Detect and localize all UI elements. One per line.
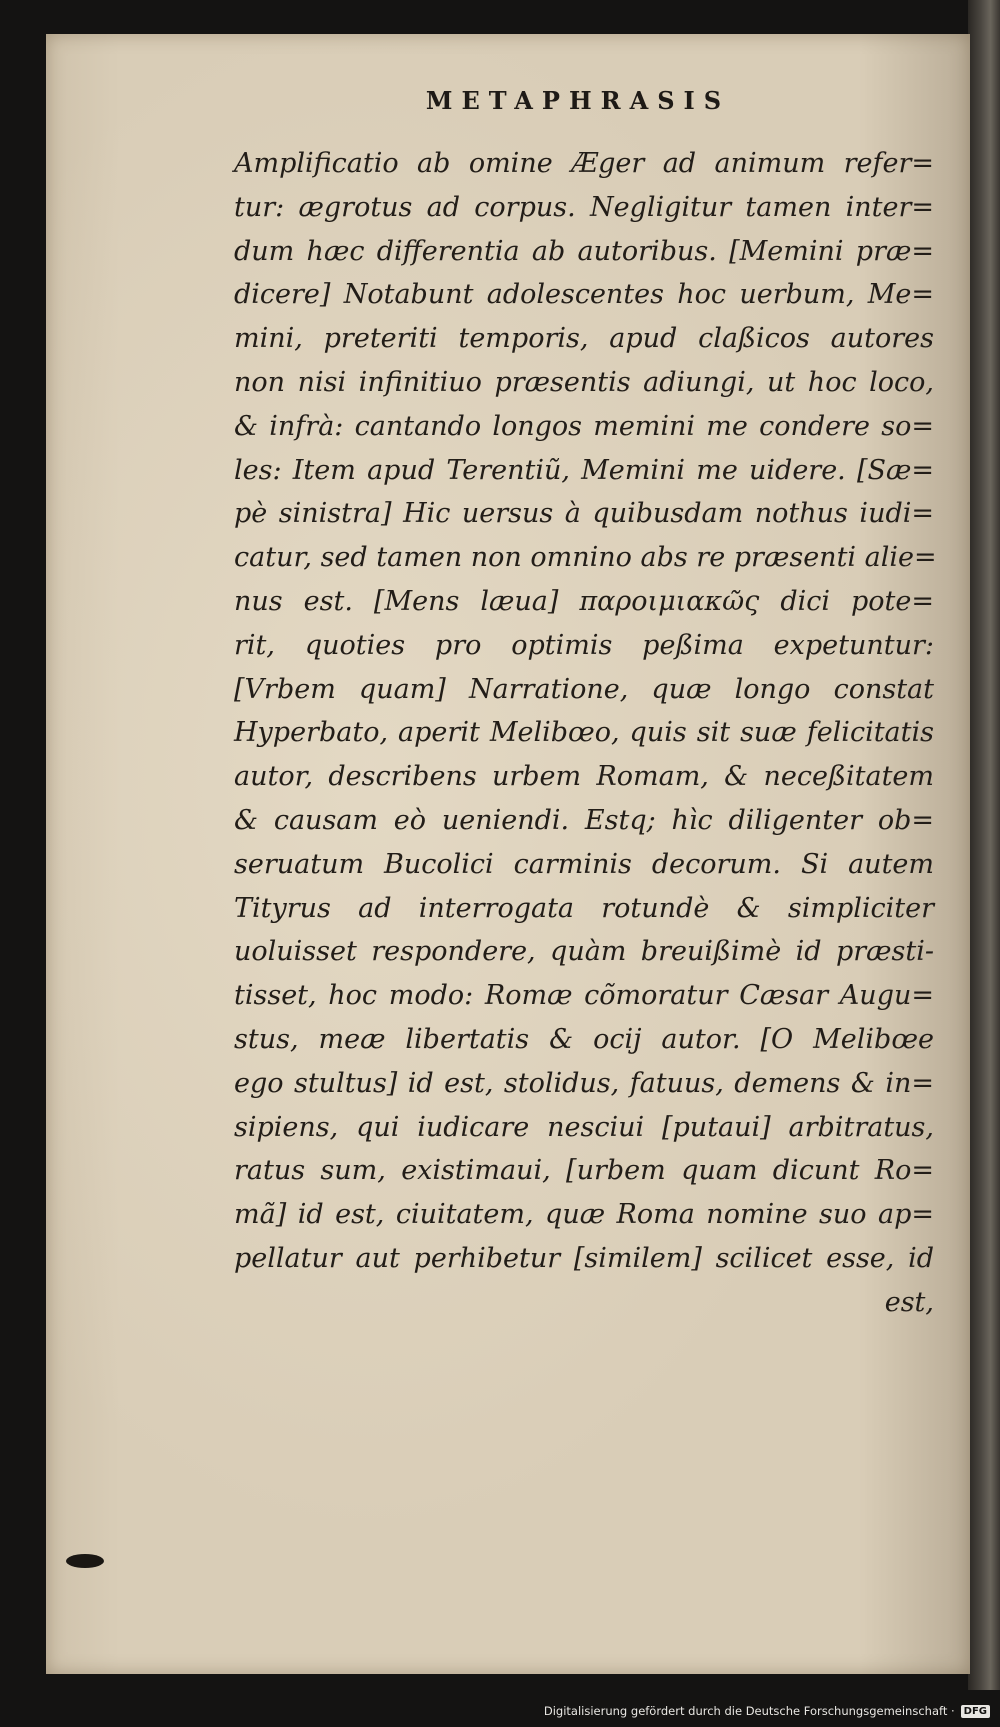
text-line: les: Item apud Terentiũ, Memini me uidere. [Sæ=	[234, 454, 934, 486]
text-line: ego stultus] id est, stolidus, fatuus, demens & in=	[234, 1067, 934, 1099]
text-line: rit, quoties pro optimis peßima expetuntur:	[234, 629, 934, 661]
text-line: seruatum Bucolici carminis decorum. Si autem	[234, 848, 934, 880]
text-line: pellatur aut perhibetur [similem] scilicet esse, id	[234, 1242, 934, 1274]
text-line: nus est. [Mens læua] παροιμιακῶς dici pote=	[234, 585, 934, 617]
catchword: est,	[884, 1286, 934, 1318]
ink-blot-mark	[66, 1554, 104, 1568]
text-line: pè sinistra] Hic uersus à quibusdam nothus iudi=	[234, 498, 934, 530]
text-line: stus, meæ libertatis & ocij autor. [O Melibœe	[234, 1023, 934, 1055]
text-line: ratus sum, existimaui, [urbem quam dicunt Ro=	[234, 1155, 934, 1187]
text-line: catur, sed tamen non omnino abs re præsenti alie=	[234, 542, 937, 574]
text-line: dicere] Notabunt adolescentes hoc uerbum, Me=	[234, 279, 934, 311]
running-title: METAPHRASIS	[425, 86, 731, 115]
text-line: mã] id est, ciuitatem, quæ Roma nomine suo ap=	[234, 1199, 934, 1231]
credit-text: Digitalisierung gefördert durch die Deutsche Forschungsgemeinschaft ·	[543, 1704, 955, 1718]
book-page	[46, 34, 970, 1674]
text-line: tisset, hoc modo: Romæ cõmoratur Cæsar Augu=	[234, 980, 934, 1012]
text-line: & infrà: cantando longos memini me condere so=	[234, 410, 934, 442]
text-line: mini, preteriti temporis, apud claßicos autores	[234, 323, 934, 355]
text-line: Tityrus ad interrogata rotundè & simpliciter	[234, 892, 934, 924]
text-line: [Vrbem quam] Narratione, quæ longo constat	[234, 673, 934, 705]
text-line: sipiens, qui iudicare nesciui [putaui] arbitratus,	[234, 1111, 934, 1143]
text-line: Hyperbato, aperit Melibœo, quis sit suæ felicitatis	[234, 717, 934, 749]
dfg-logo: DFG	[961, 1705, 990, 1718]
text-line: dum hæc differentia ab autoribus. [Memini præ=	[234, 235, 934, 267]
text-line: non nisi infinitiuo præsentis adiungi, ut hoc loco,	[234, 366, 934, 398]
body-text	[234, 142, 937, 1325]
text-line: & causam eò ueniendi. Estq; hìc diligenter ob=	[234, 804, 934, 836]
digitization-credit	[544, 1699, 990, 1723]
text-line: Amplificatio ab omine Æger ad animum refer=	[234, 148, 934, 179]
text-line: tur: ægrotus ad corpus. Negligitur tamen inter=	[234, 191, 934, 223]
text-line: uoluisset respondere, quàm breuißimè id præsti-	[234, 936, 934, 968]
text-line: autor, describens urbem Romam, & neceßitatem	[234, 761, 934, 793]
book-binding-edge	[968, 0, 1000, 1690]
